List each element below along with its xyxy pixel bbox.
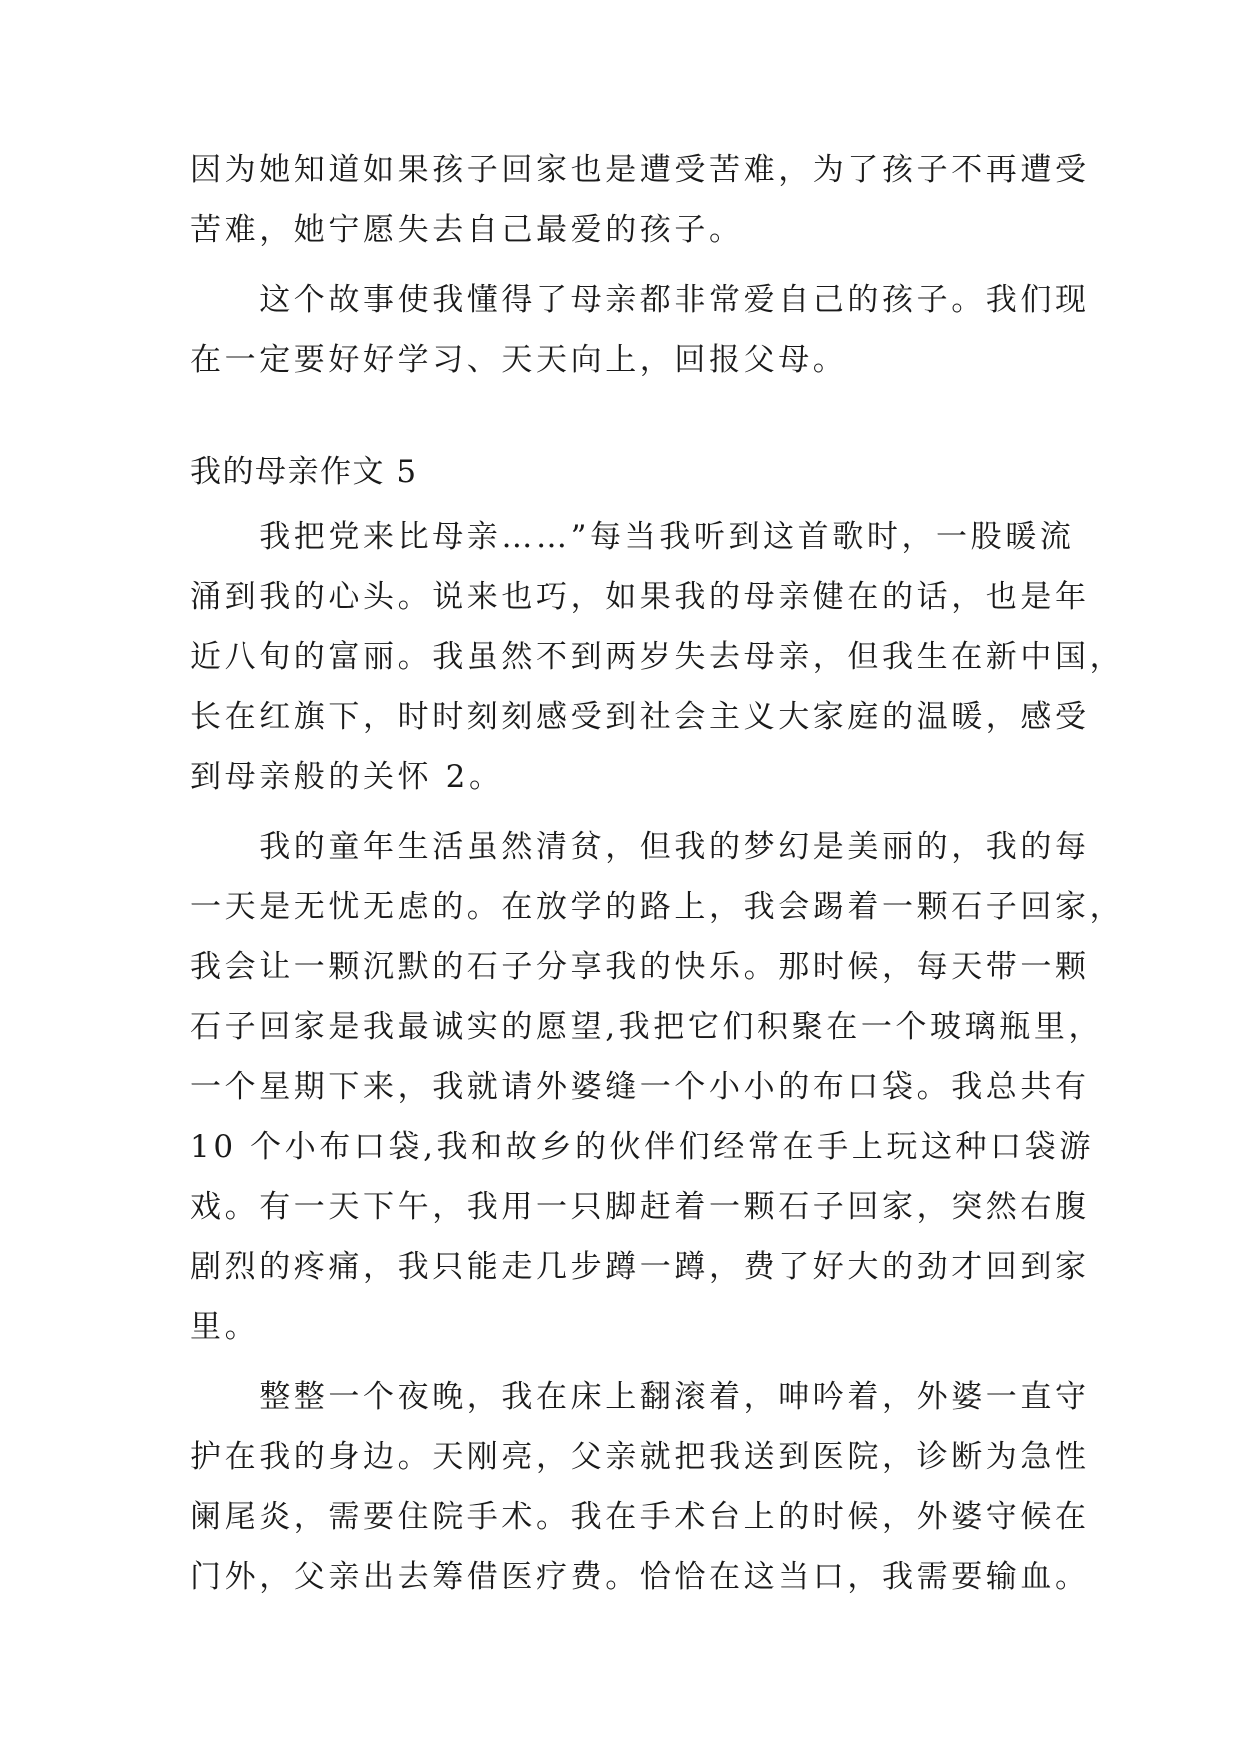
paragraph-line: 阑尾炎，需要住院手术。我在手术台上的时候，外婆守候在 <box>190 1499 1090 1535</box>
paragraph-line: 石子回家是我最诚实的愿望,我把它们积聚在一个玻璃瓶里， <box>190 1009 1104 1045</box>
paragraph-line: 剧烈的疼痛，我只能走几步蹲一蹲，费了好大的劲才回到家 <box>190 1249 1090 1285</box>
paragraph-line: 这个故事使我懂得了母亲都非常爱自己的孩子。我们现 <box>190 282 1090 318</box>
paragraph-line: 我的童年生活虽然清贫，但我的梦幻是美丽的，我的每 <box>190 829 1090 865</box>
paragraph-line: 在一定要好好学习、天天向上，回报父母。 <box>190 342 848 378</box>
paragraph-line: 整整一个夜晚，我在床上翻滚着，呻吟着，外婆一直守 <box>190 1379 1090 1415</box>
paragraph-line: 护在我的身边。天刚亮，父亲就把我送到医院，诊断为急性 <box>190 1439 1090 1475</box>
paragraph-line: 涌到我的心头。说来也巧，如果我的母亲健在的话，也是年 <box>190 579 1090 615</box>
paragraph-line: 一天是无忧无虑的。在放学的路上，我会踢着一颗石子回家， <box>190 889 1125 925</box>
paragraph-line: 10 个小布口袋,我和故乡的伙伴们经常在手上玩这种口袋游 <box>190 1129 1094 1165</box>
paragraph-line: 一个星期下来，我就请外婆缝一个小小的布口袋。我总共有 <box>190 1069 1090 1105</box>
paragraph-line: 因为她知道如果孩子回家也是遭受苦难，为了孩子不再遭受 <box>190 152 1090 188</box>
paragraph-line: 戏。有一天下午，我用一只脚赶着一颗石子回家，突然右腹 <box>190 1189 1090 1225</box>
paragraph-line: 长在红旗下，时时刻刻感受到社会主义大家庭的温暖，感受 <box>190 699 1090 735</box>
paragraph-line: 苦难，她宁愿失去自己最爱的孩子。 <box>190 212 744 248</box>
paragraph-line: 到母亲般的关怀 2。 <box>190 759 504 795</box>
paragraph-line: 里。 <box>190 1309 260 1345</box>
paragraph-line: 门外，父亲出去筹借医疗费。恰恰在这当口，我需要输血。 <box>190 1559 1090 1595</box>
paragraph-line: 我把党来比母亲……”每当我听到这首歌时，一股暖流 <box>190 519 1075 555</box>
paragraph-line: 近八旬的富丽。我虽然不到两岁失去母亲，但我生在新中国， <box>190 639 1125 675</box>
section-heading: 我的母亲作文 5 <box>190 454 418 490</box>
paragraph-line: 我会让一颗沉默的石子分享我的快乐。那时候，每天带一颗 <box>190 949 1090 985</box>
